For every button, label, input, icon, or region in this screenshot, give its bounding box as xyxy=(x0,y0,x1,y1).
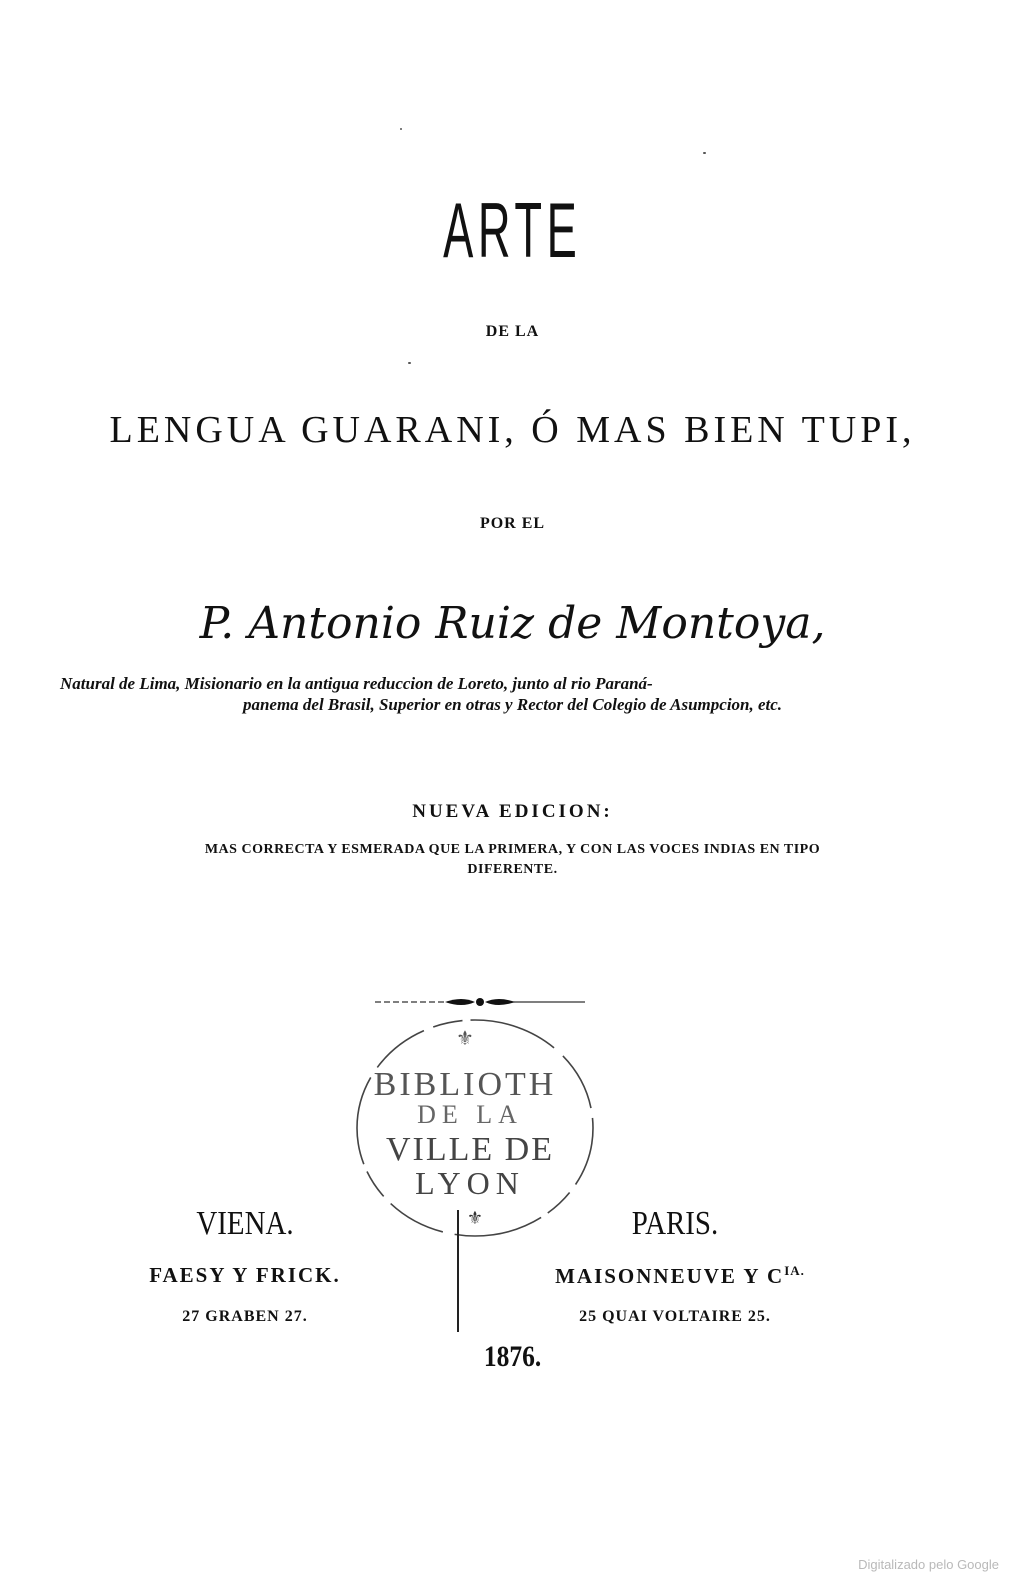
print-speck xyxy=(408,362,411,364)
ornament-rule-icon xyxy=(370,992,590,1012)
book-title: ARTE xyxy=(443,186,582,274)
book-subtitle: LENGUA GUARANI, Ó MAS BIEN TUPI, xyxy=(109,409,916,451)
stamp-line-1: BIBLIOTH xyxy=(373,1066,557,1103)
edition-description xyxy=(80,840,945,880)
title-connector-de-la: DE LA xyxy=(485,323,540,340)
imprint-address-right: 25 QUAI VOLTAIRE 25. xyxy=(579,1308,771,1325)
edition-description-line-1: MAS CORRECTA Y ESMERADA QUE LA PRIMERA, Y CON LAS VOCES INDIAS EN TIPO xyxy=(204,842,821,857)
edition-heading: NUEVA EDICION: xyxy=(412,801,613,822)
author-name: P. Antonio Ruiz de Montoya, xyxy=(199,598,826,649)
imprint-address-left: 27 GRABEN 27. xyxy=(182,1308,308,1325)
author-description xyxy=(60,673,965,715)
print-speck xyxy=(400,128,402,130)
edition-description-line-2: DIFERENTE. xyxy=(467,862,558,877)
stamp-line-4: LYON xyxy=(415,1165,525,1201)
print-speck xyxy=(703,152,706,154)
author-description-line-1: Natural de Lima, Misionario en la antigua reduccion de Loreto, junto al rio Paraná- xyxy=(60,674,653,693)
imprint-city-right: PARIS. xyxy=(631,1205,719,1242)
imprint-divider xyxy=(456,1210,460,1332)
fleur-de-lis-icon: ⚜ xyxy=(466,1208,484,1229)
imprint-city-left: VIENA. xyxy=(196,1205,294,1242)
imprint-publisher-right-suffix: IA. xyxy=(784,1263,805,1278)
stamp-line-3: VILLE DE xyxy=(385,1131,555,1168)
imprint-publisher-right-name: MAISONNEUVE Y C xyxy=(555,1264,785,1288)
stamp-line-2: DE LA xyxy=(417,1100,523,1129)
imprint-publisher-right xyxy=(495,1263,865,1289)
author-intro: POR EL xyxy=(479,515,546,532)
publication-year: 1876. xyxy=(483,1340,542,1373)
fleur-de-lis-icon: ⚜ xyxy=(456,1026,474,1050)
digitization-watermark: Digitalizado pelo Google xyxy=(858,1557,999,1572)
author-description-line-2: panema del Brasil, Superior en otras y Rector del Colegio de Asumpcion, etc. xyxy=(242,695,783,714)
imprint-publisher-left: FAESY Y FRICK. xyxy=(149,1263,341,1287)
